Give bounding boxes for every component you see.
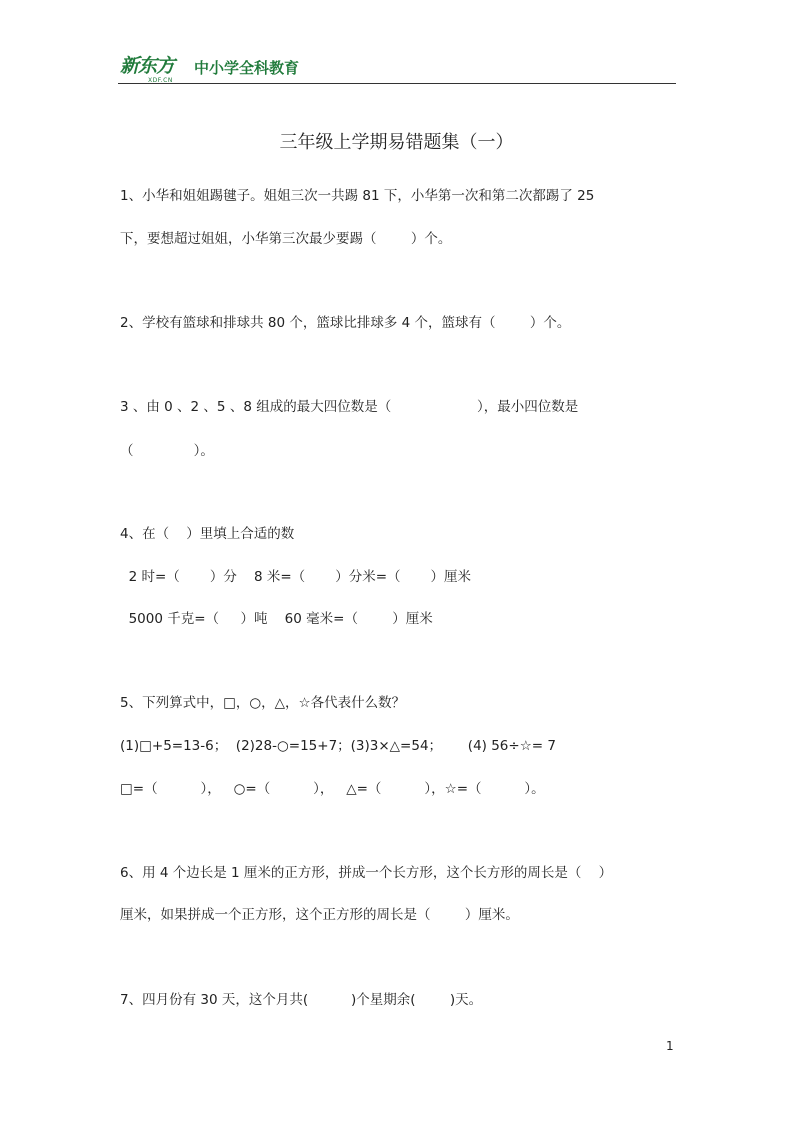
question-5-equations: (1)□+5=13-6； (2)28-○=15+7；(3)3×△=54； (4) 56÷☆= 7 <box>120 738 556 754</box>
question-5: 5、下列算式中，□，○，△，☆各代表什么数？ <box>120 695 406 711</box>
question-5-answers: □=（ ）， ○=（ ）， △=（ ），☆=（ ）。 <box>120 781 545 797</box>
question-3-line-1: 3 、由 0 、2 、5 、8 组成的最大四位数是（ ），最小四位数是 <box>120 399 579 415</box>
logo-subtext: XDF.CN <box>148 77 173 84</box>
question-1-line-2: 下，要想超过姐姐，小华第三次最少要踢（ ）个。 <box>120 231 452 247</box>
brand-logo <box>120 56 299 86</box>
header-tagline: 中小学全科教育 <box>194 59 300 77</box>
question-6-line-2: 厘米，如果拼成一个正方形，这个正方形的周长是（ ）厘米。 <box>120 907 519 923</box>
question-4-row-1: 2 时=（ ）分 8 米=（ ）分米=（ ）厘米 <box>120 569 472 585</box>
question-4: 4、在（ ）里填上合适的数 <box>120 526 295 542</box>
question-7: 7、四月份有 30 天，这个月共( )个星期余( )天。 <box>120 992 483 1008</box>
question-1-line-1: 1、小华和姐姐踢毽子。姐姐三次一共踢 81 下，小华第一次和第二次都踢了 25 <box>120 188 595 204</box>
header-divider <box>118 83 676 84</box>
question-6-line-1: 6、用 4 个边长是 1 厘米的正方形，拼成一个长方形，这个长方形的周长是（ ） <box>120 865 613 881</box>
document-title: 三年级上学期易错题集（一） <box>279 132 514 153</box>
page-number: 1 <box>666 1039 674 1053</box>
question-4-row-2: 5000 千克=（ ）吨 60 毫米=（ ）厘米 <box>120 611 433 627</box>
logo-mark <box>120 56 184 86</box>
question-3-line-2: （ ）。 <box>120 443 214 459</box>
question-2: 2、学校有篮球和排球共 80 个，篮球比排球多 4 个，篮球有（ ）个。 <box>120 315 571 331</box>
logo-text: 新东方 <box>120 55 175 77</box>
